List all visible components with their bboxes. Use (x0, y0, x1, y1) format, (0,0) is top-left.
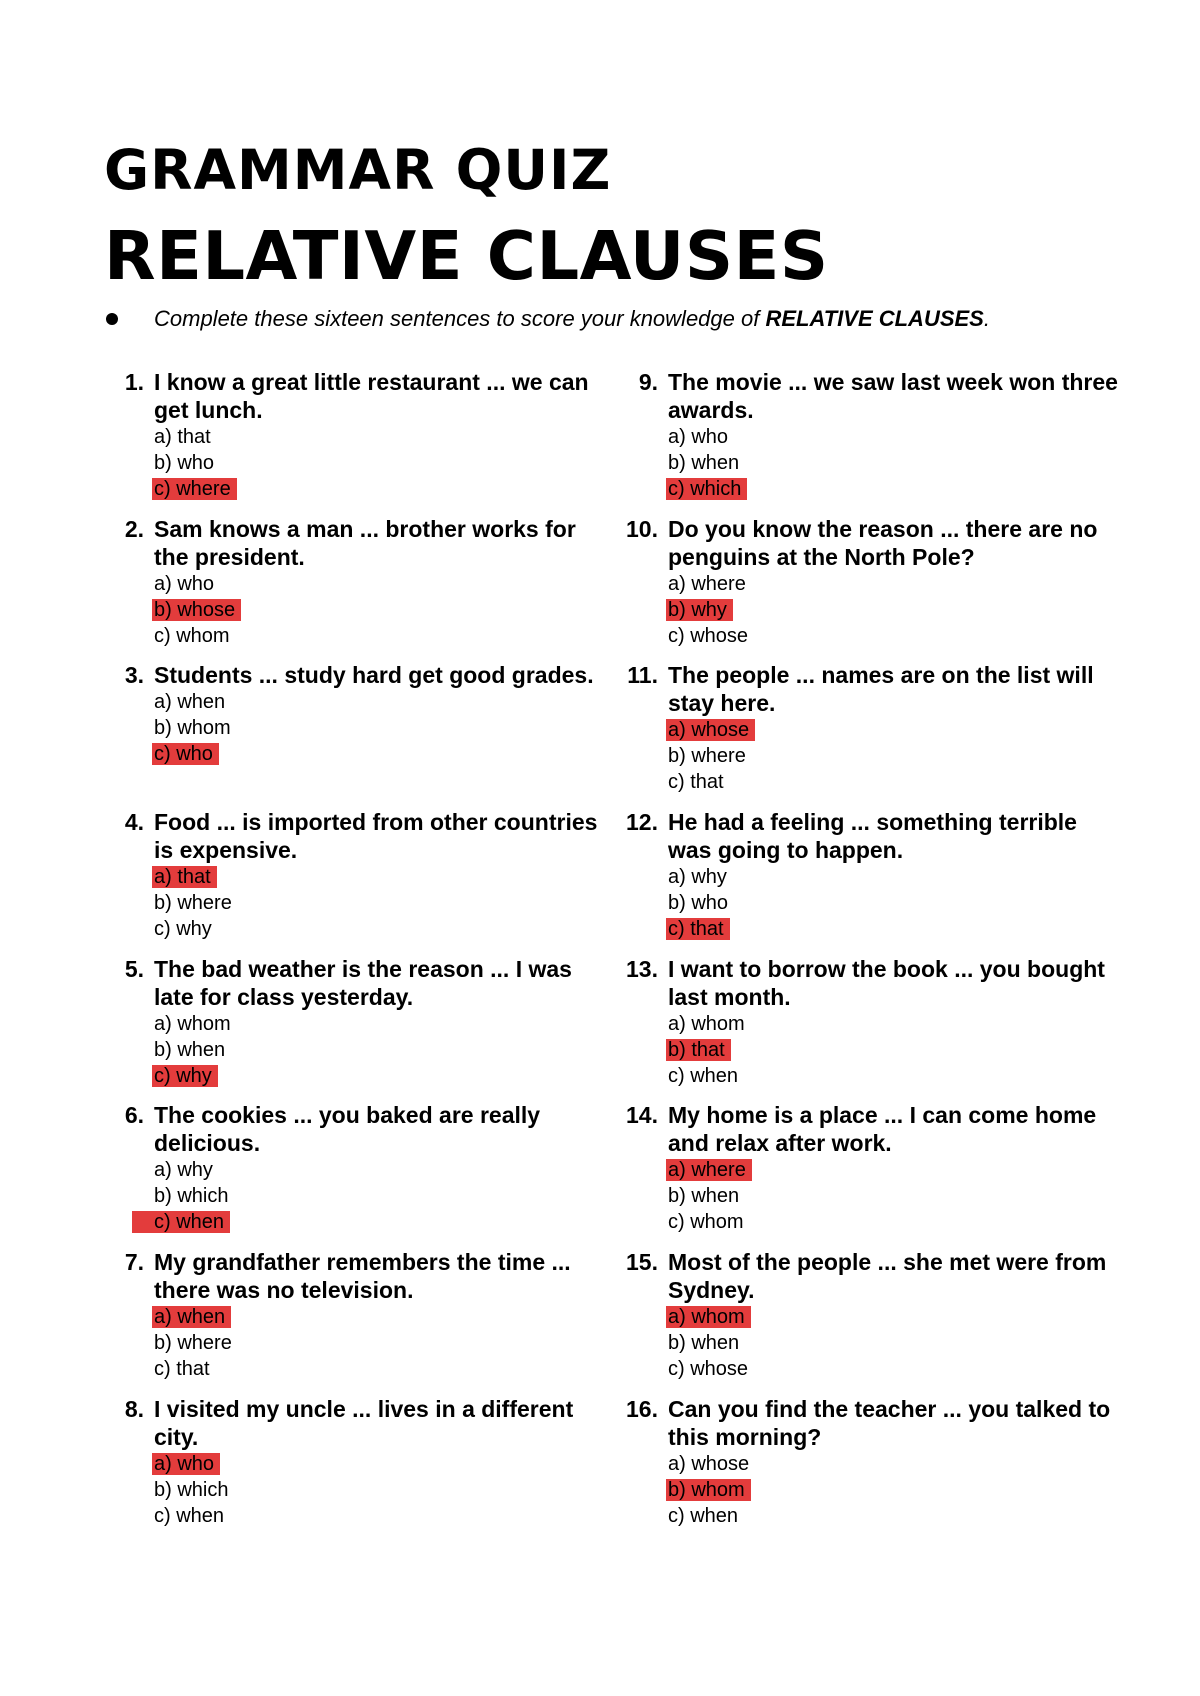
answer-option-label: c) why (154, 918, 212, 941)
question-number: 7. (124, 1249, 144, 1276)
answer-option[interactable] (154, 1209, 604, 1235)
question-body (154, 368, 604, 502)
answer-option-label: c) whose (668, 624, 749, 647)
question-text: I know a great little restaurant ... we can get lunch. (154, 369, 589, 423)
answer-option[interactable] (154, 1477, 604, 1503)
question-body (154, 808, 604, 942)
question-number: 15. (626, 1249, 658, 1276)
question-text: The bad weather is the reason ... I was late for class yesterday. (154, 955, 572, 1010)
question-text: Do you know the reason ... there are no penguins at the North Pole? (668, 515, 1098, 570)
question-text: Students ... study hard get good grades. (154, 662, 594, 689)
answer-options (154, 689, 604, 767)
answer-option[interactable] (668, 450, 1118, 476)
answer-option-label: b) which (154, 1478, 229, 1501)
answer-option-highlighted: c) why (152, 1065, 218, 1087)
question-11 (610, 661, 1100, 808)
answer-option[interactable] (154, 1157, 604, 1183)
answer-option[interactable] (668, 424, 1118, 450)
answer-option[interactable] (154, 450, 604, 476)
question-text: I want to borrow the book ... you bought last month. (668, 955, 1105, 1010)
question-body (154, 1395, 604, 1529)
question-body (668, 1248, 1118, 1382)
question-body (668, 515, 1118, 649)
question-text: My grandfather remembers the time ... there was no television. (154, 1249, 571, 1304)
answer-option[interactable] (668, 1330, 1118, 1356)
question-10 (610, 515, 1100, 662)
question-5 (104, 955, 594, 1102)
question-text: The movie ... we saw last week won three awards. (668, 369, 1118, 423)
question-text: Food ... is imported from other countries is expensive. (154, 809, 598, 864)
answer-option[interactable] (668, 890, 1118, 916)
answer-option-label: b) when (154, 1038, 226, 1061)
question-number: 14. (626, 1102, 658, 1129)
answer-options (154, 1304, 604, 1382)
answer-options (668, 1011, 1118, 1089)
answer-option[interactable] (154, 597, 604, 623)
answer-option[interactable] (154, 424, 604, 450)
answer-options (668, 864, 1118, 942)
bullet-icon (106, 313, 118, 325)
question-text: My home is a place ... I can come home and relax after work. (668, 1102, 1097, 1157)
answer-option[interactable] (668, 1304, 1118, 1330)
answer-option-highlighted: c) which (666, 478, 747, 500)
question-body (154, 515, 604, 649)
answer-option[interactable] (154, 864, 604, 890)
question-6 (104, 1101, 594, 1248)
answer-options (668, 424, 1118, 502)
question-7 (104, 1248, 594, 1395)
answer-options (154, 424, 604, 502)
question-text: I visited my uncle ... lives in a different city. (154, 1395, 574, 1450)
answer-options (668, 1157, 1118, 1235)
question-3 (104, 661, 594, 808)
question-number: 12. (626, 809, 658, 836)
answer-option-highlighted: a) whom (666, 1306, 751, 1328)
answer-option[interactable] (668, 717, 1118, 743)
question-number: 2. (124, 515, 144, 542)
answer-option-label: c) when (154, 1504, 225, 1527)
answer-option-label: c) when (668, 1064, 739, 1087)
answer-option[interactable] (668, 864, 1118, 890)
question-14 (610, 1101, 1100, 1248)
answer-option[interactable] (154, 1304, 604, 1330)
answer-options (668, 717, 1118, 795)
answer-option[interactable] (668, 1037, 1118, 1063)
question-16 (610, 1395, 1111, 1542)
answer-option[interactable] (668, 571, 1118, 597)
answer-option-label: a) when (154, 691, 226, 714)
question-text: Can you find the teacher ... you talked to this morning? (668, 1395, 1111, 1450)
answer-options (154, 571, 604, 649)
answer-option-label: a) that (154, 426, 211, 448)
answer-option[interactable] (154, 890, 604, 916)
answer-option[interactable] (668, 476, 1118, 502)
answer-options (668, 571, 1118, 649)
answer-option[interactable] (154, 689, 604, 715)
answer-option-highlighted: a) where (666, 1159, 752, 1181)
question-body (668, 808, 1118, 942)
question-text: He had a feeling ... something terrible was going to happen. (668, 809, 1077, 864)
answer-option-label: b) where (154, 892, 232, 915)
answer-option-label: a) who (154, 572, 215, 595)
answer-options (154, 1011, 604, 1089)
question-text: The people ... names are on the list will stay here. (668, 662, 1094, 717)
answer-option-label: b) who (154, 452, 215, 474)
answer-option-highlighted: a) that (152, 866, 217, 888)
answer-option[interactable] (154, 623, 604, 649)
quiz-title: GRAMMAR QUIZ (104, 138, 612, 202)
answer-option[interactable] (154, 741, 604, 767)
answer-option-label: b) when (668, 1185, 740, 1208)
question-number: 11. (627, 662, 658, 689)
answer-option-label: c) that (154, 1358, 210, 1381)
question-number: 9. (638, 369, 658, 395)
answer-option-highlighted: a) whose (666, 719, 755, 741)
answer-option-label: b) which (154, 1185, 229, 1208)
question-number: 6. (124, 1102, 144, 1129)
answer-option[interactable] (668, 1356, 1118, 1382)
answer-option[interactable] (668, 1063, 1118, 1089)
quiz-topic-title: RELATIVE CLAUSES (104, 217, 829, 295)
question-body (668, 1101, 1118, 1235)
answer-option-label: a) whom (154, 1012, 231, 1035)
answer-option[interactable] (668, 1451, 1118, 1477)
answer-option[interactable] (668, 1157, 1118, 1183)
answer-option-label: a) why (154, 1159, 213, 1182)
answer-option-highlighted: c) when (132, 1211, 230, 1233)
questions-column-right (610, 368, 1118, 1542)
question-number: 1. (124, 369, 144, 395)
answer-option[interactable] (154, 476, 604, 502)
answer-option-highlighted: a) who (152, 1453, 220, 1475)
answer-option[interactable] (154, 1330, 604, 1356)
answer-option[interactable] (154, 1037, 604, 1063)
question-number: 3. (124, 662, 144, 689)
question-number: 8. (124, 1395, 144, 1422)
question-number: 5. (124, 955, 144, 982)
answer-option[interactable] (668, 597, 1118, 623)
instruction-text: Complete these sixteen sentences to score your knowledge of RELATIVE CLAUSES. (154, 306, 990, 331)
answer-option-label: a) where (668, 572, 746, 595)
instruction-line (104, 304, 990, 334)
answer-options (154, 864, 604, 942)
question-4 (104, 808, 598, 955)
answer-option-highlighted: b) why (666, 599, 733, 621)
answer-option-label: a) whose (668, 1452, 750, 1475)
answer-option-label: c) whom (154, 624, 230, 647)
answer-option[interactable] (154, 1451, 604, 1477)
answer-option[interactable] (668, 1477, 1118, 1503)
answer-options (668, 1451, 1118, 1529)
answer-option-label: b) who (668, 892, 729, 915)
answer-option-highlighted: b) whom (666, 1479, 751, 1501)
question-body (668, 1395, 1118, 1529)
answer-options (668, 1304, 1118, 1382)
answer-option-label: b) when (668, 1332, 740, 1355)
answer-option-highlighted: c) where (152, 478, 237, 500)
answer-option[interactable] (154, 1063, 604, 1089)
question-15 (610, 1248, 1107, 1395)
answer-option[interactable] (154, 1356, 604, 1382)
instruction-topic: RELATIVE CLAUSES (765, 306, 984, 331)
answer-option-label: c) whose (668, 1358, 749, 1381)
answer-option[interactable] (668, 769, 1118, 795)
answer-option[interactable] (668, 743, 1118, 769)
answer-option[interactable] (154, 715, 604, 741)
answer-option-label: c) whom (668, 1211, 744, 1234)
question-number: 4. (124, 809, 144, 836)
answer-option[interactable] (154, 571, 604, 597)
question-body (668, 955, 1118, 1089)
answer-option-highlighted: c) who (152, 743, 219, 765)
question-8 (104, 1395, 594, 1542)
question-body (154, 1248, 604, 1382)
question-body (668, 368, 1118, 502)
answer-options (154, 1157, 604, 1235)
answer-option-label: b) where (154, 1332, 232, 1355)
answer-option-label: b) when (668, 452, 740, 474)
question-9 (610, 368, 1118, 515)
question-2 (104, 515, 594, 662)
answer-option-label: b) whom (154, 717, 231, 740)
answer-option[interactable] (668, 916, 1118, 942)
answer-option[interactable] (154, 1011, 604, 1037)
answer-option[interactable] (668, 1183, 1118, 1209)
question-number: 16. (626, 1395, 658, 1422)
answer-option-highlighted: b) whose (152, 599, 241, 621)
question-13 (610, 955, 1105, 1102)
question-body (154, 661, 604, 767)
answer-option-label: b) where (668, 745, 746, 768)
answer-option[interactable] (668, 1209, 1118, 1235)
answer-option[interactable] (668, 1503, 1118, 1529)
answer-option[interactable] (668, 1011, 1118, 1037)
answer-option-label: c) when (668, 1504, 739, 1527)
question-text: Most of the people ... she met were from Sydney. (668, 1249, 1107, 1304)
answer-option[interactable] (668, 623, 1118, 649)
questions-column-left (104, 368, 598, 1542)
answer-option-highlighted: b) that (666, 1039, 731, 1061)
answer-option-label: c) that (668, 771, 724, 794)
question-body (154, 955, 604, 1089)
answer-option-highlighted: c) that (666, 918, 730, 940)
answer-option-highlighted: a) when (152, 1306, 231, 1328)
answer-option[interactable] (154, 1503, 604, 1529)
question-number: 13. (626, 955, 658, 982)
answer-options (154, 1451, 604, 1529)
question-text: The cookies ... you baked are really delicious. (154, 1102, 541, 1157)
question-body (668, 661, 1118, 795)
answer-option-label: a) who (668, 426, 729, 448)
question-number: 10. (626, 515, 658, 542)
answer-option[interactable] (154, 1183, 604, 1209)
answer-option-label: a) whom (668, 1012, 745, 1035)
question-12 (610, 808, 1100, 955)
answer-option[interactable] (154, 916, 604, 942)
question-1 (104, 368, 594, 515)
answer-option-label: a) why (668, 866, 727, 889)
question-body (154, 1101, 604, 1235)
question-text: Sam knows a man ... brother works for the president. (154, 515, 576, 570)
